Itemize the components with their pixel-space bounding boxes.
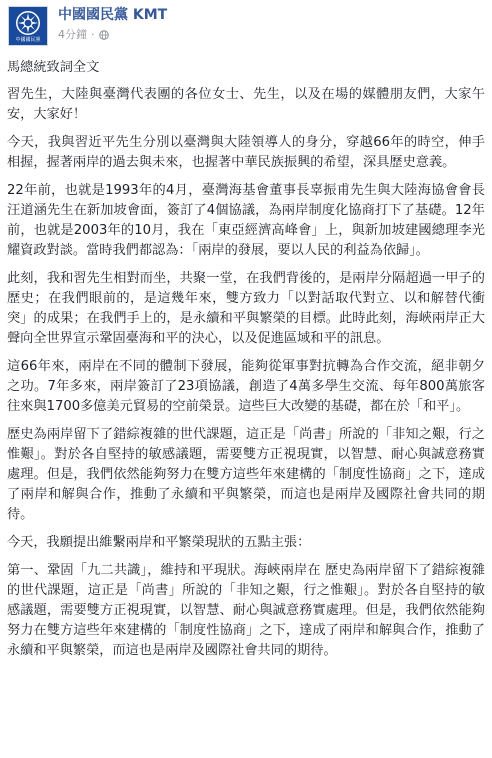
post-meta [58,28,109,42]
avatar-label: 中國國民黨 [15,36,41,43]
post-paragraph: 第一、鞏固「九二共識」，維持和平現狀。海峽兩岸在 歷史為兩岸留下了錯綜複雜的世代課題，這正是「尚書」所說的「非知之艱，行之惟艱」。對於各自堅持的敏感議題，需要雙方正視現實，以智慧、耐心與誠意務實處理。但是，我們依然能夠努力在雙方這些年來建構的「制度性協商」之下，達成了兩岸和解與合作，推動了永續和平與繁榮，而這也是兩岸及國際社會共同的期待。 [7,563,485,658]
page-name-link[interactable]: 中國國民黨 KMT [58,7,168,23]
post-paragraph: 此刻，我和習先生相對而坐，共聚一堂，在我們背後的，是兩岸分隔超過一甲子的歷史；在我們眼前的，是這幾年來，雙方致力「以對話取代對立、以和解替代衝突」的成果；在我們手上的，是永續和平與繁榮的目標。此時此刻，海峽兩岸正大聲向全世界宣示鞏固臺海和平的決心，以及促進區域和平的訊息。 [7,271,485,346]
post-title: 馬總統致詞全文 [7,60,100,75]
post-paragraph: 今天，我願提出維繫兩岸和平繁榮現狀的五點主張： [7,535,311,550]
globe-icon[interactable] [99,30,109,40]
post-paragraph: 今天，我與習近平先生分別以臺灣與大陸領導人的身分，穿越66年的時空，伸手相握，握著兩岸的過去與未來，也握著中華民族振興的希望，深具歷史意義。 [7,135,485,170]
kmt-emblem-icon [15,10,41,36]
meta-separator: · [91,28,95,41]
post-header [0,0,492,52]
post-body [7,58,485,669]
post-paragraph: 歷史為兩岸留下了錯綜複雜的世代課題，這正是「尚書」所說的「非知之艱，行之惟艱」。對於各自堅持的敏感議題，需要雙方正視現實，以智慧、耐心與誠意務實處理。但是，我們依然能夠努力在雙方這些年來建構的「制度性協商」之下，達成了兩岸和解與合作，推動了永續和平與繁榮，而這也是兩岸及國際社會共同的期待。 [7,427,485,522]
post-paragraph: 22年前，也就是1993年的4月，臺灣海基會董事長辜振甫先生與大陸海協會會長汪道涵先生在新加坡會面，簽訂了4個協議，為兩岸制度化協商打下了基礎。12年前，也就是2003年的10月，我在「東亞經濟高峰會」上，與新加坡建國總理李光耀資政對談。當時我們都認為：「兩岸的發展，要以人民的利益為依歸」。 [7,183,485,258]
post-paragraph: 這66年來，兩岸在不同的體制下發展，能夠從軍事對抗轉為合作交流，絕非朝夕之功。7年多來，兩岸簽訂了23項協議，創造了4萬多學生交流、每年800萬旅客往來與1700多億美元貿易的空前榮景。這些巨大改變的基礎，都在於「和平」。 [7,359,485,414]
post-timestamp[interactable]: 4分鐘 [58,28,87,41]
post-paragraph: 習先生，大陸與臺灣代表團的各位女士、先生，以及在場的媒體朋友們，大家午安，大家好！ [7,87,485,122]
page-avatar[interactable] [8,6,48,46]
